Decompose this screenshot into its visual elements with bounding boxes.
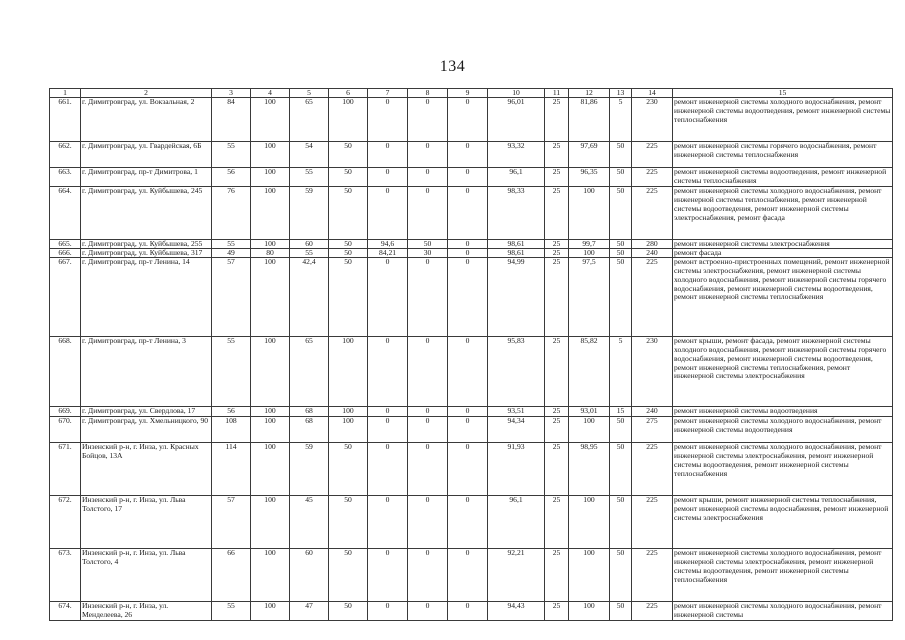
value-cell: 42,4 (290, 257, 329, 336)
address-cell: г. Димитровград, ул. Куйбышева, 255 (81, 239, 212, 248)
value-cell: 0 (408, 416, 448, 442)
value-cell: 85,82 (569, 336, 610, 406)
row-number-cell: 667. (50, 257, 81, 336)
value-cell: 25 (545, 442, 569, 495)
value-cell: 50 (329, 442, 368, 495)
value-cell: 97,5 (569, 257, 610, 336)
works-description-cell: ремонт инженерной системы водоотведения (673, 406, 893, 416)
works-description-cell: ремонт инженерной системы холодного водоснабжения, ремонт инженерной системы электроснабжения, ремонт инженерной системы водоотведения, ремонт инженерной системы теплоснабжения (673, 442, 893, 495)
value-cell: 0 (448, 239, 488, 248)
housing-registry-table (49, 88, 893, 621)
value-cell: 100 (251, 98, 290, 142)
value-cell: 0 (408, 168, 448, 187)
works-description-cell: ремонт инженерной системы холодного водоснабжения, ремонт инженерной системы водоотведения (673, 416, 893, 442)
value-cell: 225 (632, 142, 673, 168)
value-cell: 25 (545, 548, 569, 601)
address-cell: г. Димитровград, ул. Хмельницкого, 90 (81, 416, 212, 442)
value-cell: 57 (212, 257, 251, 336)
works-description-cell: ремонт инженерной системы электроснабжения (673, 239, 893, 248)
header-cell: 5 (290, 89, 329, 98)
value-cell: 5 (610, 336, 632, 406)
value-cell: 59 (290, 442, 329, 495)
works-description-cell: ремонт инженерной системы холодного водоснабжения, ремонт инженерной системы водоотведения, ремонт инженерной системы теплоснабжения (673, 98, 893, 142)
value-cell: 98,33 (488, 186, 545, 239)
page-number: 134 (439, 58, 466, 75)
table-row (50, 548, 893, 601)
header-cell: 10 (488, 89, 545, 98)
value-cell: 108 (212, 416, 251, 442)
value-cell: 0 (448, 406, 488, 416)
value-cell: 84,21 (368, 248, 408, 257)
value-cell: 0 (448, 442, 488, 495)
value-cell: 49 (212, 248, 251, 257)
table-row (50, 142, 893, 168)
table-row (50, 416, 893, 442)
value-cell: 98,95 (569, 442, 610, 495)
value-cell: 65 (290, 98, 329, 142)
value-cell: 94,34 (488, 416, 545, 442)
address-cell: г. Димитровград, пр-т Димитрова, 1 (81, 168, 212, 187)
value-cell: 0 (368, 548, 408, 601)
header-cell: 14 (632, 89, 673, 98)
value-cell: 92,21 (488, 548, 545, 601)
value-cell: 50 (329, 142, 368, 168)
address-cell: г. Димитровград, ул. Вокзальная, 2 (81, 98, 212, 142)
value-cell: 50 (329, 601, 368, 620)
value-cell: 5 (610, 98, 632, 142)
works-description-cell: ремонт фасада (673, 248, 893, 257)
header-cell: 7 (368, 89, 408, 98)
value-cell: 225 (632, 168, 673, 187)
row-number-cell: 671. (50, 442, 81, 495)
value-cell: 100 (569, 416, 610, 442)
value-cell: 50 (610, 442, 632, 495)
table-row (50, 601, 893, 620)
value-cell: 0 (368, 495, 408, 548)
value-cell: 60 (290, 548, 329, 601)
header-cell: 3 (212, 89, 251, 98)
value-cell: 230 (632, 336, 673, 406)
value-cell: 0 (448, 98, 488, 142)
value-cell: 25 (545, 336, 569, 406)
row-number-cell: 673. (50, 548, 81, 601)
address-cell: Инзенский р-н, г. Инза, ул. Менделеева, 26 (81, 601, 212, 620)
value-cell: 96,01 (488, 98, 545, 142)
value-cell: 0 (408, 406, 448, 416)
value-cell: 100 (569, 495, 610, 548)
value-cell: 0 (408, 601, 448, 620)
value-cell: 100 (251, 601, 290, 620)
value-cell: 65 (290, 336, 329, 406)
address-cell: г. Димитровград, пр-т Ленина, 14 (81, 257, 212, 336)
value-cell: 25 (545, 142, 569, 168)
row-number-cell: 663. (50, 168, 81, 187)
value-cell: 0 (448, 142, 488, 168)
value-cell: 0 (368, 601, 408, 620)
value-cell: 225 (632, 601, 673, 620)
value-cell: 0 (448, 248, 488, 257)
value-cell: 0 (408, 336, 448, 406)
value-cell: 98,61 (488, 239, 545, 248)
value-cell: 50 (610, 416, 632, 442)
column-number-header (50, 89, 893, 98)
value-cell: 56 (212, 406, 251, 416)
address-cell: г. Димитровград, ул. Куйбышева, 245 (81, 186, 212, 239)
value-cell: 60 (290, 239, 329, 248)
value-cell: 0 (408, 98, 448, 142)
value-cell: 94,6 (368, 239, 408, 248)
table-row (50, 168, 893, 187)
header-cell: 9 (448, 89, 488, 98)
value-cell: 100 (251, 142, 290, 168)
value-cell: 25 (545, 601, 569, 620)
value-cell: 0 (368, 442, 408, 495)
row-number-cell: 665. (50, 239, 81, 248)
works-description-cell: ремонт инженерной системы холодного водоснабжения, ремонт инженерной системы (673, 601, 893, 620)
header-cell: 4 (251, 89, 290, 98)
value-cell: 280 (632, 239, 673, 248)
value-cell: 100 (569, 601, 610, 620)
address-cell: Инзенский р-н, г. Инза, ул. Льва Толстого, 17 (81, 495, 212, 548)
value-cell: 50 (610, 548, 632, 601)
value-cell: 100 (569, 548, 610, 601)
value-cell: 25 (545, 257, 569, 336)
value-cell: 25 (545, 186, 569, 239)
row-number-cell: 672. (50, 495, 81, 548)
value-cell: 0 (408, 257, 448, 336)
value-cell: 57 (212, 495, 251, 548)
value-cell: 55 (212, 336, 251, 406)
value-cell: 55 (290, 248, 329, 257)
value-cell: 0 (368, 257, 408, 336)
value-cell: 55 (212, 239, 251, 248)
header-cell: 11 (545, 89, 569, 98)
value-cell: 225 (632, 442, 673, 495)
value-cell: 100 (329, 416, 368, 442)
value-cell: 55 (212, 142, 251, 168)
value-cell: 0 (368, 142, 408, 168)
value-cell: 275 (632, 416, 673, 442)
value-cell: 0 (368, 186, 408, 239)
value-cell: 100 (251, 495, 290, 548)
value-cell: 0 (448, 336, 488, 406)
table-row (50, 98, 893, 142)
value-cell: 50 (610, 186, 632, 239)
value-cell: 84 (212, 98, 251, 142)
value-cell: 100 (251, 239, 290, 248)
header-cell: 15 (673, 89, 893, 98)
value-cell: 95,83 (488, 336, 545, 406)
value-cell: 96,35 (569, 168, 610, 187)
value-cell: 59 (290, 186, 329, 239)
value-cell: 55 (290, 168, 329, 187)
row-number-cell: 674. (50, 601, 81, 620)
value-cell: 240 (632, 406, 673, 416)
value-cell: 25 (545, 98, 569, 142)
value-cell: 50 (329, 168, 368, 187)
header-cell: 8 (408, 89, 448, 98)
value-cell: 225 (632, 257, 673, 336)
header-cell: 13 (610, 89, 632, 98)
value-cell: 25 (545, 239, 569, 248)
table-row (50, 257, 893, 336)
value-cell: 80 (251, 248, 290, 257)
value-cell: 0 (448, 168, 488, 187)
header-cell: 2 (81, 89, 212, 98)
value-cell: 0 (448, 548, 488, 601)
value-cell: 76 (212, 186, 251, 239)
value-cell: 100 (251, 186, 290, 239)
value-cell: 100 (251, 257, 290, 336)
row-number-cell: 661. (50, 98, 81, 142)
value-cell: 100 (251, 548, 290, 601)
value-cell: 50 (610, 168, 632, 187)
works-description-cell: ремонт встроенно-пристроенных помещений, ремонт инженерной системы электроснабжения, ремонт инженерной системы холодного водоснабжения, ремонт инженерной системы горячего водоснабжения, ремонт инженерной системы водоотведения, ремонт инженерной системы теплоснабжения (673, 257, 893, 336)
table-row (50, 406, 893, 416)
table-row (50, 239, 893, 248)
value-cell: 45 (290, 495, 329, 548)
value-cell: 0 (408, 186, 448, 239)
value-cell: 100 (329, 406, 368, 416)
value-cell: 240 (632, 248, 673, 257)
value-cell: 0 (368, 98, 408, 142)
address-cell: г. Димитровград, ул. Гвардейская, 6Б (81, 142, 212, 168)
value-cell: 54 (290, 142, 329, 168)
value-cell: 225 (632, 548, 673, 601)
value-cell: 100 (569, 248, 610, 257)
value-cell: 50 (408, 239, 448, 248)
header-cell: 1 (50, 89, 81, 98)
value-cell: 0 (448, 416, 488, 442)
value-cell: 50 (329, 548, 368, 601)
value-cell: 0 (368, 336, 408, 406)
value-cell: 0 (448, 601, 488, 620)
value-cell: 97,69 (569, 142, 610, 168)
value-cell: 100 (251, 416, 290, 442)
value-cell: 0 (408, 495, 448, 548)
address-cell: г. Димитровград, пр-т Ленина, 3 (81, 336, 212, 406)
value-cell: 50 (329, 186, 368, 239)
value-cell: 56 (212, 168, 251, 187)
value-cell: 50 (610, 601, 632, 620)
value-cell: 68 (290, 406, 329, 416)
value-cell: 50 (329, 239, 368, 248)
value-cell: 96,1 (488, 168, 545, 187)
value-cell: 93,51 (488, 406, 545, 416)
value-cell: 0 (448, 495, 488, 548)
row-number-cell: 668. (50, 336, 81, 406)
works-description-cell: ремонт инженерной системы водоотведения, ремонт инженерной системы теплоснабжения (673, 168, 893, 187)
works-description-cell: ремонт инженерной системы холодного водоснабжения, ремонт инженерной системы электроснабжения, ремонт инженерной системы водоотведения, ремонт инженерной системы теплоснабжения (673, 548, 893, 601)
value-cell: 99,7 (569, 239, 610, 248)
value-cell: 81,86 (569, 98, 610, 142)
header-cell: 12 (569, 89, 610, 98)
value-cell: 91,93 (488, 442, 545, 495)
value-cell: 50 (610, 257, 632, 336)
value-cell: 50 (610, 239, 632, 248)
address-cell: г. Димитровград, ул. Куйбышева, 317 (81, 248, 212, 257)
value-cell: 50 (610, 142, 632, 168)
value-cell: 0 (368, 168, 408, 187)
value-cell: 94,43 (488, 601, 545, 620)
value-cell: 25 (545, 168, 569, 187)
value-cell: 0 (368, 416, 408, 442)
value-cell: 230 (632, 98, 673, 142)
value-cell: 100 (569, 186, 610, 239)
value-cell: 0 (408, 142, 448, 168)
value-cell: 0 (448, 257, 488, 336)
value-cell: 0 (448, 186, 488, 239)
value-cell: 25 (545, 406, 569, 416)
value-cell: 50 (329, 248, 368, 257)
value-cell: 0 (408, 548, 448, 601)
value-cell: 68 (290, 416, 329, 442)
address-cell: Инзенский р-н, г. Инза, ул. Льва Толстого, 4 (81, 548, 212, 601)
value-cell: 100 (251, 168, 290, 187)
table-row (50, 336, 893, 406)
value-cell: 94,99 (488, 257, 545, 336)
value-cell: 100 (251, 442, 290, 495)
row-number-cell: 670. (50, 416, 81, 442)
row-number-cell: 669. (50, 406, 81, 416)
value-cell: 50 (610, 248, 632, 257)
address-cell: г. Димитровград, ул. Свердлова, 17 (81, 406, 212, 416)
row-number-cell: 662. (50, 142, 81, 168)
works-description-cell: ремонт крыши, ремонт фасада, ремонт инженерной системы холодного водоснабжения, ремонт инженерной системы горячего водоснабжения, ремонт инженерной системы водоотведения, ремонт инженерной системы теплоснабжения, ремонт инженерной системы электроснабжения (673, 336, 893, 406)
value-cell: 66 (212, 548, 251, 601)
table-row (50, 495, 893, 548)
value-cell: 47 (290, 601, 329, 620)
value-cell: 225 (632, 495, 673, 548)
row-number-cell: 664. (50, 186, 81, 239)
value-cell: 100 (329, 336, 368, 406)
value-cell: 0 (408, 442, 448, 495)
value-cell: 50 (329, 495, 368, 548)
value-cell: 96,1 (488, 495, 545, 548)
table-row (50, 442, 893, 495)
value-cell: 0 (368, 406, 408, 416)
value-cell: 30 (408, 248, 448, 257)
value-cell: 25 (545, 248, 569, 257)
table-row (50, 248, 893, 257)
value-cell: 98,61 (488, 248, 545, 257)
value-cell: 25 (545, 416, 569, 442)
works-description-cell: ремонт инженерной системы горячего водоснабжения, ремонт инженерной системы теплоснабжения (673, 142, 893, 168)
address-cell: Инзенский р-н, г. Инза, ул. Красных Бойцов, 13А (81, 442, 212, 495)
value-cell: 25 (545, 495, 569, 548)
row-number-cell: 666. (50, 248, 81, 257)
table-row (50, 186, 893, 239)
value-cell: 100 (251, 336, 290, 406)
value-cell: 93,01 (569, 406, 610, 416)
header-cell: 6 (329, 89, 368, 98)
works-description-cell: ремонт инженерной системы холодного водоснабжения, ремонт инженерной системы теплоснабжения, ремонт инженерной системы водоотведения, ремонт инженерной системы электроснабжения, ремонт фасада (673, 186, 893, 239)
value-cell: 55 (212, 601, 251, 620)
value-cell: 50 (329, 257, 368, 336)
value-cell: 93,32 (488, 142, 545, 168)
value-cell: 225 (632, 186, 673, 239)
value-cell: 50 (610, 495, 632, 548)
works-description-cell: ремонт крыши, ремонт инженерной системы теплоснабжения, ремонт инженерной системы водоснабжения, ремонт инженерной системы электроснабжения (673, 495, 893, 548)
value-cell: 100 (329, 98, 368, 142)
value-cell: 114 (212, 442, 251, 495)
value-cell: 100 (251, 406, 290, 416)
value-cell: 15 (610, 406, 632, 416)
